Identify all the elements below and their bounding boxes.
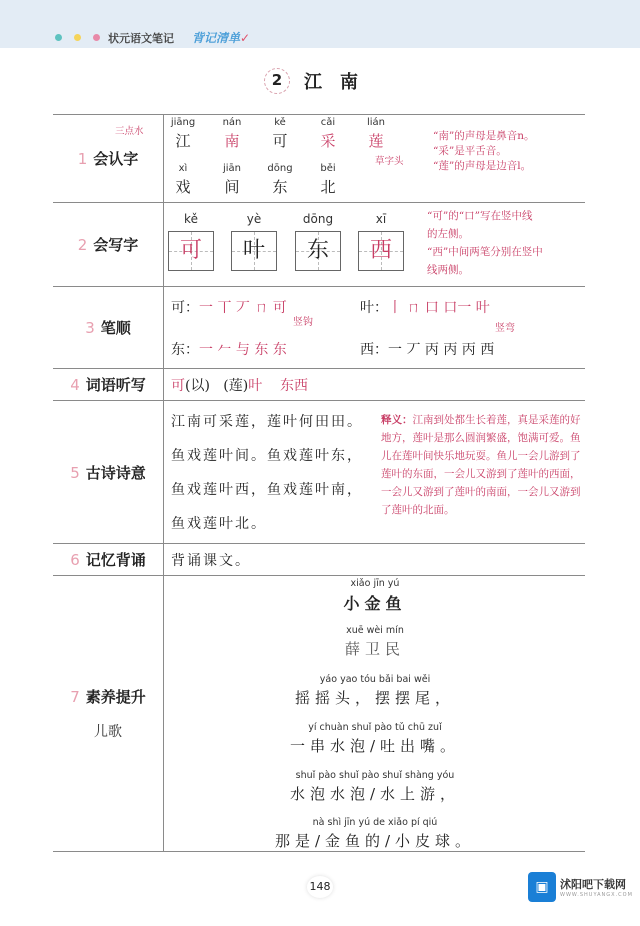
section-recognize-chars [53, 114, 585, 203]
word-char: (以) [185, 378, 210, 394]
word-char: 可 [171, 378, 185, 394]
char-cell [260, 117, 300, 151]
section-content [165, 544, 585, 575]
note-line: “南”的声母是鼻音n。 [433, 130, 535, 142]
pinyin: kě [274, 117, 286, 128]
section-label [53, 369, 164, 400]
hanzi: 采 [320, 132, 336, 150]
section-recite [53, 544, 585, 576]
word-char: (莲) [223, 378, 249, 394]
tianzige-box [295, 231, 341, 271]
recite-text: 背诵课文。 [171, 553, 251, 569]
note-line: “莲”的声母是边音l。 [433, 160, 532, 172]
song-author [165, 625, 585, 659]
section-label [53, 544, 164, 575]
pinyin: dōng [267, 163, 293, 174]
section-content [165, 203, 585, 286]
poem-line: 鱼戏莲叶间。鱼戏莲叶东， [171, 448, 363, 464]
section-number: 4 [70, 376, 80, 394]
annotation-caozitou: 草字头 [375, 156, 404, 167]
char-cell [356, 117, 396, 151]
song-line [165, 722, 585, 756]
dot-teal-icon [55, 34, 62, 41]
hanzi: 间 [224, 178, 240, 196]
pinyin: xiǎo jīn yú [350, 578, 400, 589]
poem-explanation [381, 411, 584, 519]
hanzi: 水泡水泡/水上游， [289, 785, 461, 803]
section-poem-meaning [53, 401, 585, 544]
char-cell [308, 117, 348, 151]
pinyin: kě [184, 212, 198, 226]
section-title: 笔顺 [100, 319, 131, 337]
annotation-shugou: 竖钩 [293, 317, 313, 328]
section-number: 7 [70, 688, 80, 706]
stroke-row-ye [360, 297, 490, 317]
hanzi: 北 [320, 178, 336, 196]
hanzi: 江 [175, 132, 191, 150]
header-bar [0, 0, 640, 48]
section-title: 古诗诗意 [85, 463, 146, 482]
section-number: 6 [70, 551, 80, 569]
section-title: 词语听写 [85, 376, 146, 394]
hanzi: 戏 [175, 178, 191, 196]
page-number: 148 [307, 876, 333, 898]
section-label [53, 401, 164, 543]
dot-yellow-icon [74, 34, 81, 41]
stroke-row-ke [171, 297, 287, 317]
hanzi: 小金鱼 [343, 594, 407, 613]
section-stroke-order [53, 287, 585, 369]
section-label [53, 287, 164, 368]
explain-label: 释义： [381, 414, 413, 426]
song-line [165, 817, 585, 851]
char-cell [163, 163, 203, 197]
stroke-char: 可： [171, 300, 199, 316]
char-cell [260, 163, 300, 197]
hanzi: 那是/金鱼的/小皮球。 [274, 832, 476, 850]
song-line [165, 770, 585, 804]
section-content [165, 287, 585, 368]
char-cell [212, 163, 252, 197]
check-icon: ✓ [240, 31, 251, 45]
pinyin: cǎi [320, 117, 336, 128]
annotation-shuwan: 竖弯 [495, 323, 515, 334]
poem-line: 鱼戏莲叶北。 [171, 516, 267, 532]
pinyin: yáo yao tóu bǎi bai wěi [319, 674, 431, 685]
section-enrichment [53, 576, 585, 852]
pinyin: jiān [222, 163, 242, 174]
pinyin: lián [366, 117, 386, 128]
section-title: 素养提升 [85, 688, 146, 706]
section-label [53, 203, 164, 286]
stroke-row-dong [171, 339, 287, 359]
watermark-title: 沭阳吧下载网 [560, 878, 626, 891]
song-line [165, 674, 585, 708]
dot-pink-icon [93, 34, 100, 41]
pinyin: dōng [302, 212, 334, 226]
note-line: “可”的“口”写在竖中线 [427, 210, 533, 222]
watermark-url: WWW.SHUYANGX.COM [560, 892, 633, 898]
section-number: 1 [77, 150, 88, 168]
dictation-words [171, 375, 308, 395]
char-cell [212, 117, 252, 151]
char-cell [308, 163, 348, 197]
tianzige-box [358, 231, 404, 271]
section-dictation [53, 369, 585, 401]
annotation-sandianshui: 三点水 [115, 126, 144, 137]
stroke-sequence: 丨 ㄇ 口 口一 叶 [388, 300, 490, 316]
hanzi: 莲 [368, 132, 384, 150]
note-line: 线两侧。 [427, 264, 469, 276]
section-label [53, 115, 164, 202]
section-title: 会认字 [93, 150, 139, 168]
stroke-sequence: 一 丅 丆 ㄇ 可 [199, 300, 287, 316]
section-number: 2 [77, 236, 88, 254]
brand-title: 状元语文笔记 [108, 32, 174, 45]
hanzi: 西 [369, 238, 392, 263]
tianzige-box [168, 231, 214, 271]
section-subtitle: 儿歌 [94, 724, 122, 740]
pinyin: shuǐ pào shuǐ pào shuǐ shàng yóu [295, 770, 455, 781]
lesson-title [0, 68, 640, 94]
char-cell [163, 117, 203, 151]
note-line: “西”中间两笔分别在竖中 [427, 246, 543, 258]
hanzi: 可 [272, 132, 288, 150]
stroke-char: 东： [171, 342, 199, 358]
writing-notes [427, 207, 543, 279]
stroke-char: 叶： [360, 300, 388, 316]
poem-line: 江南可采莲，莲叶何田田。 [171, 414, 363, 430]
pinyin: yí chuàn shuǐ pào tǔ chū zuǐ [308, 722, 442, 733]
pinyin: běi [320, 163, 336, 174]
word-char: 东西 [280, 378, 309, 394]
pinyin: xuē wèi mín [346, 625, 404, 636]
hanzi: 薛卫民 [344, 640, 405, 658]
section-content [165, 576, 585, 851]
hanzi: 摇摇头，摆摆尾， [294, 689, 455, 707]
note-line: “采”是平舌音。 [433, 145, 507, 157]
section-content [165, 369, 585, 400]
pinyin: jiāng [170, 117, 196, 128]
section-tag [192, 29, 250, 46]
tianzige-box [231, 231, 277, 271]
hanzi: 东 [272, 178, 288, 196]
section-write-chars [53, 203, 585, 287]
pinyin: nán [222, 117, 242, 128]
stroke-sequence: 一 丆 丙 丙 丙 西 [388, 342, 495, 358]
pinyin: nà shì jīn yú de xiǎo pí qiú [312, 817, 438, 828]
pinyin: yè [246, 212, 262, 226]
hanzi: 可 [179, 238, 202, 263]
pinyin: xī [375, 212, 387, 226]
hanzi: 叶 [242, 238, 265, 263]
section-number: 3 [85, 319, 95, 337]
watermark [528, 872, 633, 902]
stroke-char: 西： [360, 342, 388, 358]
section-content [165, 115, 585, 202]
header-dots [55, 34, 100, 41]
pinyin: xì [178, 163, 188, 174]
song-title [165, 578, 585, 614]
poem-line: 鱼戏莲叶西，鱼戏莲叶南， [171, 482, 363, 498]
section-content [165, 401, 585, 543]
cube-logo-icon: ▣ [528, 872, 556, 902]
hanzi: 南 [224, 132, 240, 150]
stroke-sequence: 一 𠂉 与 东 东 [199, 342, 287, 358]
section-title: 会写字 [93, 236, 139, 254]
note-line: 的左侧。 [427, 228, 469, 240]
hanzi: 一串水泡/吐出嘴。 [289, 737, 461, 755]
section-label [53, 576, 164, 851]
word-char: 叶 [248, 378, 263, 394]
explain-text: 江南到处都生长着莲，真是采莲的好地方，莲叶是那么圆润繁盛，饱满可爱。鱼儿在莲叶间快乐地玩耍。鱼儿一会儿游到了莲叶的东面，一会儿又游到了莲叶的西面，一会儿又游到了莲叶的南面，一会儿又游到了莲叶的北面。 [381, 414, 581, 516]
section-number: 5 [70, 463, 80, 482]
lesson-name: 江南 [304, 72, 376, 93]
section-title: 记忆背诵 [85, 551, 146, 569]
tag-text: 背记清单 [192, 31, 241, 45]
stroke-row-xi [360, 339, 494, 359]
hanzi: 东 [306, 238, 329, 263]
pronunciation-notes [433, 129, 535, 174]
lesson-number: 2 [264, 68, 290, 94]
